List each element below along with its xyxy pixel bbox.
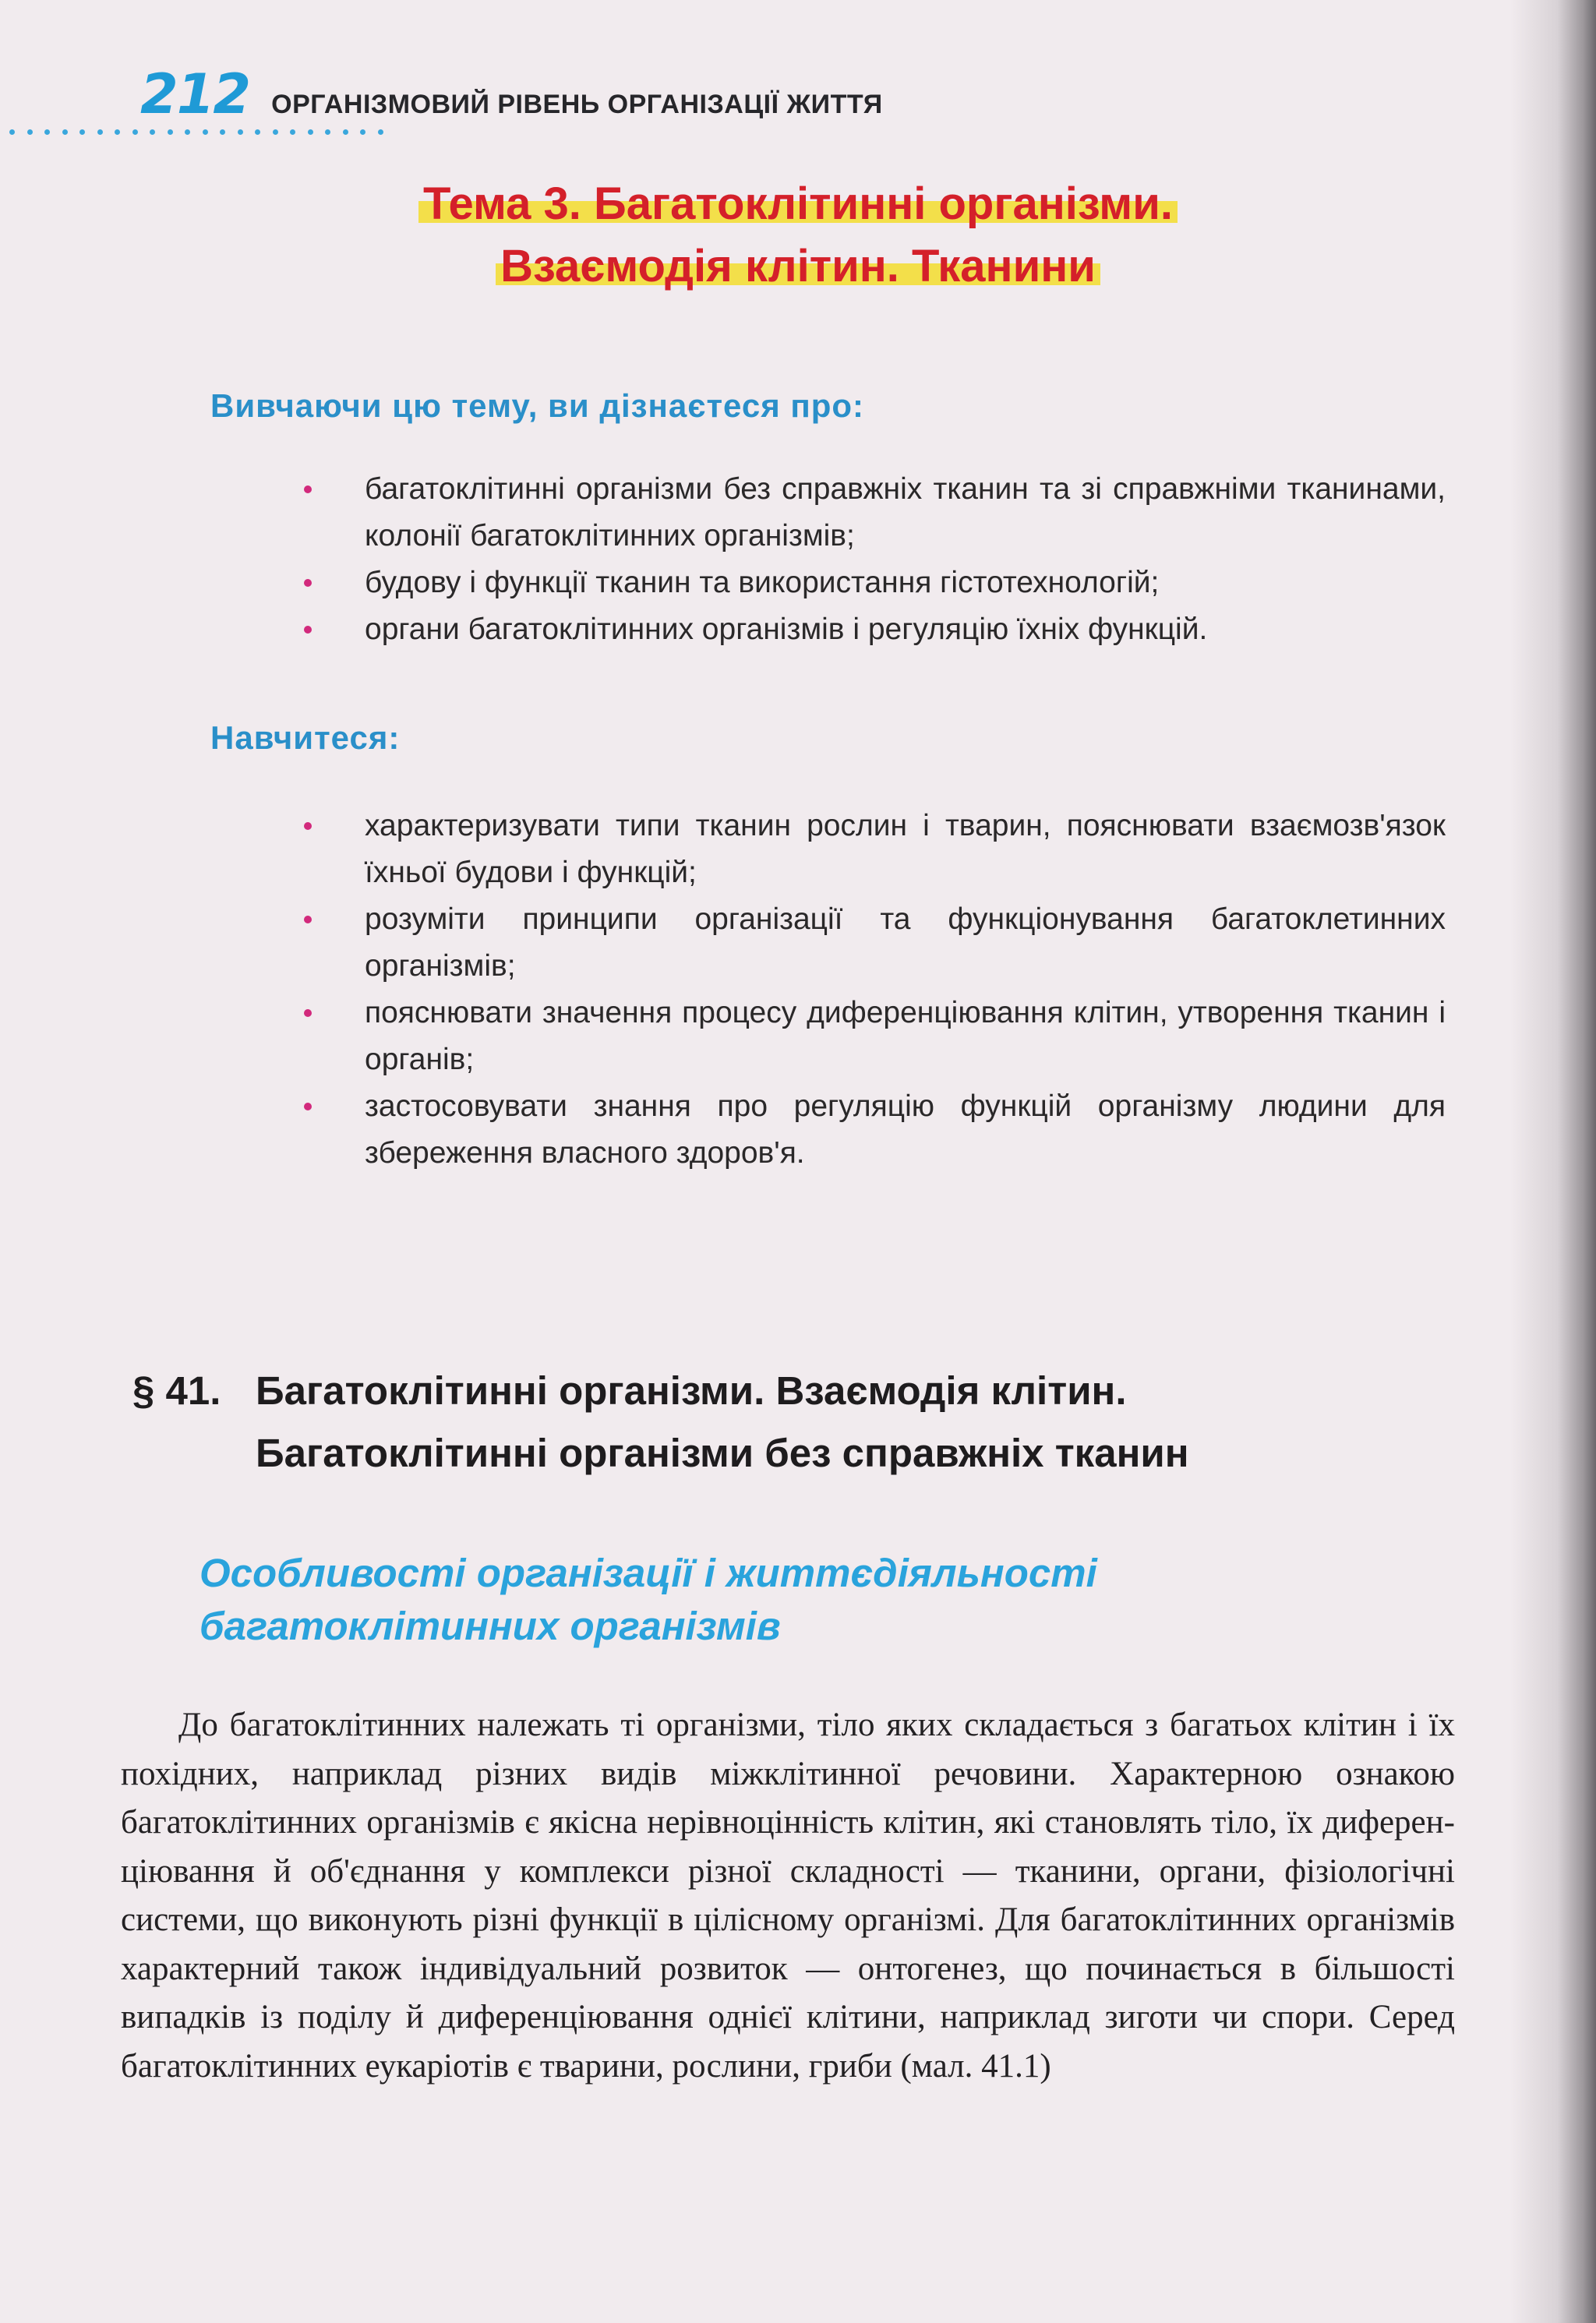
bullet-icon xyxy=(304,916,312,923)
bullet-icon xyxy=(304,822,312,830)
list-item: застосовувати знання про регуляцію функцій організму людини для збереження власного здоров'я. xyxy=(304,1083,1446,1177)
learn-about-heading: Вивчаючи цю тему, ви дізнаєтеся про: xyxy=(210,387,865,424)
list-item: багатоклітинні організми без справжніх тканин та зі справжніми тканинами, колонії багатоклітинних організмів; xyxy=(304,466,1446,560)
section-title-line-2: Багатоклітинні організми без справжніх тканин xyxy=(256,1431,1189,1475)
subsection-title-line-1: Особливості організації і життєдіяльності xyxy=(200,1551,1097,1595)
section-title xyxy=(132,1360,1379,1485)
learn-to-heading: Навчитеся: xyxy=(210,719,401,756)
page-header xyxy=(140,62,883,126)
body-paragraph: До багатоклітинних належать ті організми, тіло яких складається з багатьох клітин і їх похідних, наприклад різних видів міжклітинної речовини. Характерною ознакою багатоклітинних організмів є якісна нерівноцінність клітин, які становлять тіло, їх диференціювання й об'єднання у комплекси різної складності — тканини, органи, фізіологічні системи, що виконують різні функції в цілісному організмі. Для багатоклітинних організмів характерний також індивідуальний розвиток — онтогенез, що починається в більшості випадків із поділу й диференціювання однієї клітини, наприклад зиготи чи спори. Серед багатоклітинних еукаріотів є тварини, рослини, гриби (мал. 41.1) xyxy=(121,1707,1455,2085)
dotted-rule xyxy=(9,129,383,135)
section-number: § 41. xyxy=(132,1368,221,1413)
list-item: будову і функції тканин та використання гістотехнологій; xyxy=(304,560,1446,606)
bullet-icon xyxy=(304,1103,312,1110)
page-edge-shadow xyxy=(1510,0,1596,2323)
topic-title-line-1: Тема 3. Багатоклітинні організми. xyxy=(418,178,1178,229)
list-item: розуміти принципи організації та функціонування багатоклетинних організмів; xyxy=(304,896,1446,990)
topic-title xyxy=(0,173,1596,298)
list-item: пояснювати значення процесу диференціювання клітин, утворення тканин і органів; xyxy=(304,990,1446,1083)
learn-to-list xyxy=(304,803,1446,1177)
learn-about-list xyxy=(304,466,1446,653)
bullet-icon xyxy=(304,1009,312,1017)
bullet-icon xyxy=(304,626,312,634)
subsection-title-line-2: багатоклітинних організмів xyxy=(200,1604,781,1648)
list-item: органи багатоклітинних організмів і регуляцію їхніх функцій. xyxy=(304,606,1446,653)
page-number: 212 xyxy=(140,62,250,126)
bullet-icon xyxy=(304,579,312,587)
section-title-line-1: Багатоклітинні організми. Взаємодія клітин. xyxy=(256,1368,1127,1413)
subsection-title xyxy=(200,1547,1368,1653)
running-title: ОРГАНІЗМОВИЙ РІВЕНЬ ОРГАНІЗАЦІЇ ЖИТТЯ xyxy=(271,90,883,119)
list-item: характеризувати типи тканин рослин і тварин, пояснювати взаємозв'язок їхньої будови і функцій; xyxy=(304,803,1446,896)
bullet-icon xyxy=(304,485,312,493)
topic-title-line-2: Взаємодія клітин. Тканини xyxy=(496,241,1100,291)
